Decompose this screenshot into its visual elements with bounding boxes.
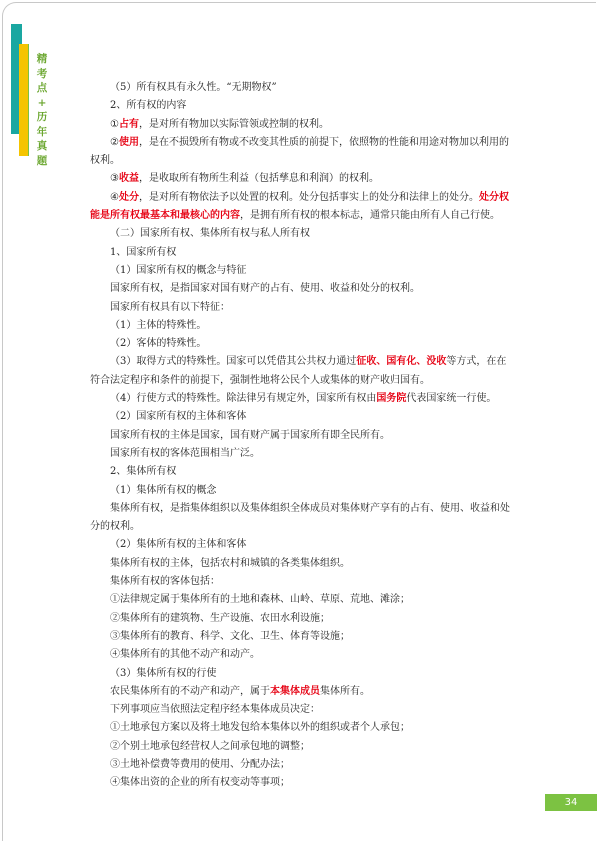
text: ，是拥有所有权的根本标志，通常只能由所有人自己行使。 (240, 210, 500, 222)
section-heading: 2、集体所有权 (110, 466, 177, 478)
text: ，是收取所有物所生利益（包括孳息和利润）的权利。 (138, 173, 379, 185)
list-item: （2）客体的特殊性。 (110, 338, 207, 350)
highlight-term: 占有 (118, 118, 139, 130)
document-body (90, 79, 510, 793)
side-section-label (36, 52, 48, 168)
side-char: 题 (36, 154, 48, 167)
paragraph: 国家所有权的客体范围相当广泛。 (110, 447, 260, 459)
list-item: ①法律规定属于集体所有的土地和森林、山岭、草原、荒地、滩涂； (110, 594, 410, 606)
paragraph: 集体所有权，是指集体组织以及集体组织全体成员对集体财产享有的占有、使用、收益和处分的权利。 (90, 502, 510, 533)
paragraph: （5）所有权具有永久性。“无期物权” (110, 82, 277, 93)
side-char: 考 (36, 67, 48, 80)
section-heading: （1）集体所有权的概念 (110, 484, 217, 496)
text: （4）行使方式的特殊性。除法律另有规定外，国家所有权由 (110, 393, 377, 405)
list-item (90, 353, 510, 390)
section-heading: 2、所有权的内容 (110, 100, 187, 112)
paragraph: 国家所有权的主体是国家，国有财产属于国家所有即全民所有。 (110, 429, 390, 441)
green-accent-line (28, 44, 29, 156)
highlight-term: 征收、国有化、没收 (356, 356, 447, 368)
text: 代表国家统一行使。 (406, 393, 497, 405)
yellow-accent-bar (19, 44, 28, 156)
section-heading: 1、国家所有权 (110, 246, 177, 258)
side-char: 年 (36, 125, 48, 138)
text: ① (110, 118, 119, 130)
list-item: ①土地承包方案以及将土地发包给本集体以外的组织或者个人承包； (110, 722, 410, 734)
section-heading: （2）集体所有权的主体和客体 (110, 539, 247, 551)
paragraph (90, 134, 510, 171)
highlight-term: 国务院 (376, 393, 407, 405)
text: ④ (110, 191, 119, 203)
list-item: ②集体所有的建筑物、生产设施、农田水利设施； (110, 612, 330, 624)
list-item: ③集体所有的教育、科学、文化、卫生、体育等设施； (110, 630, 350, 642)
paragraph: 集体所有权的客体包括： (110, 576, 220, 588)
text: 集体所有。 (320, 685, 370, 697)
text: ，是对所有物加以实际管领或控制的权利。 (138, 118, 329, 130)
text: 等方式，在在符合法定程序和条件的前提下，强制性地将公民个人或集体的财产收归国有。 (90, 356, 507, 386)
paragraph: 国家所有权具有以下特征： (110, 301, 230, 313)
side-char: 历 (36, 111, 48, 123)
paragraph: 集体所有权的主体，包括农村和城镇的各类集体组织。 (110, 557, 350, 569)
paragraph (90, 189, 510, 226)
highlight-term: 处分权能是所有权最基本和最核心的内容 (90, 191, 509, 222)
side-char: 真 (36, 140, 48, 152)
section-heading: （二）国家所有权、集体所有权与私人所有权 (110, 228, 310, 240)
list-item: ④集体所有的其他不动产和动产。 (110, 649, 260, 661)
paragraph (90, 683, 510, 701)
list-item: ③土地补偿费等费用的使用、分配办法； (110, 758, 290, 770)
text: ，是对所有物依法予以处置的权利。处分包括事实上的处分和法律上的处分。 (138, 191, 479, 203)
highlight-term: 处分 (118, 191, 139, 203)
text: ② (110, 136, 119, 148)
text: 农民集体所有的不动产和动产，属于 (110, 685, 270, 697)
list-item: ④集体出资的企业的所有权变动等事项； (110, 777, 290, 789)
paragraph: 国家所有权，是指国家对国有财产的占有、使用、收益和处分的权利。 (110, 283, 420, 295)
list-item: （1）主体的特殊性。 (110, 319, 207, 331)
side-char: + (37, 96, 47, 109)
paragraph (90, 170, 510, 188)
side-char: 精 (36, 53, 48, 65)
highlight-term: 收益 (118, 173, 139, 185)
section-heading: （1）国家所有权的概念与特征 (110, 264, 247, 276)
paragraph (90, 116, 510, 134)
list-item: ②个别土地承包经营权人之间承包地的调整； (110, 740, 310, 752)
side-char: 点 (36, 82, 48, 94)
page-number: 34 (545, 794, 597, 811)
text: ③ (110, 173, 119, 185)
highlight-term: 使用 (118, 136, 139, 148)
section-heading: （3）集体所有权的行使 (110, 667, 217, 679)
paragraph: 下列事项应当依照法定程序经本集体成员决定： (110, 704, 320, 716)
highlight-term: 本集体成员 (270, 685, 320, 697)
text: （3）取得方式的特殊性。国家可以凭借其公共权力通过 (110, 356, 357, 368)
section-heading: （2）国家所有权的主体和客体 (110, 411, 247, 423)
list-item (90, 390, 510, 408)
text: ，是在不损毁所有物或不改变其性质的前提下，依照物的性能和用途对物加以利用的权利。 (90, 136, 509, 167)
